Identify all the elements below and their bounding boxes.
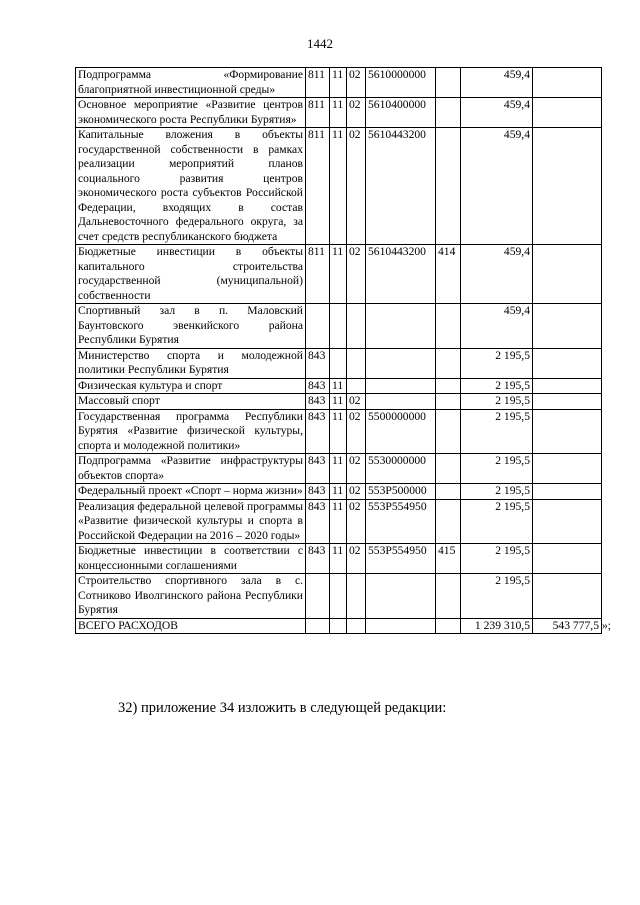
cell-target-article: 553P500000 bbox=[366, 484, 436, 500]
cell-name: Капитальные вложения в объекты государственной собственности в рамках реализации мероприятий планов социального развития центров экономического роста субъектов Российской Федерации, входящих в состав Дальневосточного федерального округа, за счет средств республиканского бюджета bbox=[76, 128, 306, 245]
total-amount-2-cell bbox=[533, 618, 612, 634]
cell-section: 11 bbox=[330, 245, 347, 304]
cell-section: 11 bbox=[330, 499, 347, 544]
cell-ministry: 811 bbox=[306, 98, 330, 128]
cell-target-article bbox=[366, 348, 436, 378]
table-row bbox=[76, 304, 602, 349]
cell-amount-1: 2 195,5 bbox=[461, 574, 533, 619]
cell-expense-type bbox=[436, 454, 461, 484]
cell-amount-1: 2 195,5 bbox=[461, 544, 533, 574]
cell-subsection: 02 bbox=[347, 128, 366, 245]
cell-amount-1: 2 195,5 bbox=[461, 378, 533, 394]
cell-expense-type bbox=[436, 484, 461, 500]
cell-amount-2 bbox=[533, 245, 602, 304]
cell-amount-2 bbox=[533, 68, 602, 98]
cell-amount-1: 459,4 bbox=[461, 128, 533, 245]
cell-section bbox=[330, 348, 347, 378]
cell-target-article: 5610000000 bbox=[366, 68, 436, 98]
cell-ministry: 843 bbox=[306, 394, 330, 410]
cell-name: Бюджетные инвестиции в соответствии с концессионными соглашениями bbox=[76, 544, 306, 574]
cell-name: Спортивный зал в п. Маловский Баунтовского эвенкийского района Республики Бурятия bbox=[76, 304, 306, 349]
table-row bbox=[76, 574, 602, 619]
table-row bbox=[76, 98, 602, 128]
cell-ministry: 843 bbox=[306, 544, 330, 574]
cell-subsection bbox=[347, 378, 366, 394]
cell-expense-type bbox=[436, 98, 461, 128]
cell-target-article: 5530000000 bbox=[366, 454, 436, 484]
cell-name: Федеральный проект «Спорт – норма жизни» bbox=[76, 484, 306, 500]
cell-expense-type bbox=[436, 574, 461, 619]
cell-section: 11 bbox=[330, 409, 347, 454]
cell-name: Министерство спорта и молодежной политики Республики Бурятия bbox=[76, 348, 306, 378]
cell-expense-type bbox=[436, 378, 461, 394]
total-empty-cell bbox=[347, 618, 366, 634]
cell-name: Массовый спорт bbox=[76, 394, 306, 410]
cell-subsection: 02 bbox=[347, 544, 366, 574]
total-empty-cell bbox=[366, 618, 436, 634]
cell-amount-2 bbox=[533, 348, 602, 378]
cell-amount-2 bbox=[533, 304, 602, 349]
cell-expense-type bbox=[436, 348, 461, 378]
closing-quote-mark: »; bbox=[602, 618, 612, 632]
cell-expense-type bbox=[436, 499, 461, 544]
cell-amount-1: 2 195,5 bbox=[461, 348, 533, 378]
cell-amount-1: 2 195,5 bbox=[461, 409, 533, 454]
cell-subsection: 02 bbox=[347, 454, 366, 484]
table-row bbox=[76, 68, 602, 98]
total-empty-cell bbox=[306, 618, 330, 634]
cell-amount-1: 459,4 bbox=[461, 245, 533, 304]
cell-target-article bbox=[366, 574, 436, 619]
cell-amount-2 bbox=[533, 128, 602, 245]
total-amount-1: 1 239 310,5 bbox=[461, 618, 533, 634]
cell-section: 11 bbox=[330, 98, 347, 128]
total-amount-2: 543 777,5 bbox=[552, 618, 599, 632]
cell-ministry: 843 bbox=[306, 499, 330, 544]
total-empty-cell bbox=[330, 618, 347, 634]
cell-amount-2 bbox=[533, 499, 602, 544]
table-body bbox=[76, 68, 612, 634]
cell-ministry: 843 bbox=[306, 484, 330, 500]
cell-section: 11 bbox=[330, 484, 347, 500]
cell-subsection bbox=[347, 574, 366, 619]
cell-subsection: 02 bbox=[347, 68, 366, 98]
cell-amount-2 bbox=[533, 394, 602, 410]
cell-target-article bbox=[366, 394, 436, 410]
cell-ministry: 843 bbox=[306, 348, 330, 378]
cell-subsection bbox=[347, 304, 366, 349]
table-row bbox=[76, 348, 602, 378]
cell-amount-1: 2 195,5 bbox=[461, 484, 533, 500]
table-row bbox=[76, 409, 602, 454]
total-row bbox=[76, 618, 602, 634]
cell-section: 11 bbox=[330, 394, 347, 410]
cell-subsection: 02 bbox=[347, 409, 366, 454]
cell-section: 11 bbox=[330, 454, 347, 484]
cell-name: Физическая культура и спорт bbox=[76, 378, 306, 394]
cell-amount-1: 459,4 bbox=[461, 68, 533, 98]
cell-expense-type bbox=[436, 304, 461, 349]
page-number: 1442 bbox=[307, 36, 333, 51]
expenditure-table bbox=[75, 67, 612, 634]
cell-name: Бюджетные инвестиции в объекты капитального строительства государственной (муниципальной) собственности bbox=[76, 245, 306, 304]
table-row bbox=[76, 394, 602, 410]
cell-name: Основное мероприятие «Развитие центров экономического роста Республики Бурятия» bbox=[76, 98, 306, 128]
total-label: ВСЕГО РАСХОДОВ bbox=[76, 618, 306, 634]
cell-target-article bbox=[366, 304, 436, 349]
cell-ministry: 811 bbox=[306, 68, 330, 98]
table-row bbox=[76, 454, 602, 484]
table-row bbox=[76, 128, 602, 245]
total-empty-cell bbox=[436, 618, 461, 634]
cell-ministry: 843 bbox=[306, 378, 330, 394]
cell-name: Подпрограмма «Формирование благоприятной инвестиционной среды» bbox=[76, 68, 306, 98]
cell-expense-type bbox=[436, 68, 461, 98]
cell-amount-1: 459,4 bbox=[461, 304, 533, 349]
cell-target-article: 553P554950 bbox=[366, 499, 436, 544]
cell-target-article: 553P554950 bbox=[366, 544, 436, 574]
table-row bbox=[76, 245, 602, 304]
cell-name: Строительство спортивного зала в с. Сотниково Иволгинского района Республики Бурятия bbox=[76, 574, 306, 619]
instruction-paragraph: 32) приложение 34 изложить в следующей редакции: bbox=[118, 700, 447, 716]
cell-expense-type bbox=[436, 394, 461, 410]
cell-section: 11 bbox=[330, 378, 347, 394]
cell-subsection: 02 bbox=[347, 394, 366, 410]
cell-amount-1: 2 195,5 bbox=[461, 454, 533, 484]
cell-ministry: 811 bbox=[306, 128, 330, 245]
cell-subsection: 02 bbox=[347, 245, 366, 304]
cell-amount-2 bbox=[533, 454, 602, 484]
cell-target-article bbox=[366, 378, 436, 394]
table-row bbox=[76, 499, 602, 544]
cell-amount-2 bbox=[533, 409, 602, 454]
cell-section: 11 bbox=[330, 128, 347, 245]
cell-subsection: 02 bbox=[347, 98, 366, 128]
cell-ministry bbox=[306, 574, 330, 619]
cell-ministry: 843 bbox=[306, 454, 330, 484]
cell-subsection: 02 bbox=[347, 499, 366, 544]
cell-name: Государственная программа Республики Бурятия «Развитие физической культуры, спорта и молодежной политики» bbox=[76, 409, 306, 454]
cell-section bbox=[330, 304, 347, 349]
cell-amount-2 bbox=[533, 98, 602, 128]
cell-ministry bbox=[306, 304, 330, 349]
cell-subsection: 02 bbox=[347, 484, 366, 500]
cell-subsection bbox=[347, 348, 366, 378]
cell-ministry: 811 bbox=[306, 245, 330, 304]
cell-amount-1: 459,4 bbox=[461, 98, 533, 128]
cell-amount-2 bbox=[533, 544, 602, 574]
cell-target-article: 5610443200 bbox=[366, 128, 436, 245]
cell-amount-1: 2 195,5 bbox=[461, 499, 533, 544]
cell-expense-type bbox=[436, 409, 461, 454]
cell-name: Реализация федеральной целевой программы «Развитие физической культуры и спорта в Российской Федерации на 2016 – 2020 годы» bbox=[76, 499, 306, 544]
cell-expense-type: 414 bbox=[436, 245, 461, 304]
cell-section bbox=[330, 574, 347, 619]
cell-amount-2 bbox=[533, 378, 602, 394]
cell-amount-2 bbox=[533, 484, 602, 500]
cell-amount-2 bbox=[533, 574, 602, 619]
cell-section: 11 bbox=[330, 544, 347, 574]
cell-target-article: 5610400000 bbox=[366, 98, 436, 128]
cell-target-article: 5610443200 bbox=[366, 245, 436, 304]
cell-section: 11 bbox=[330, 68, 347, 98]
cell-expense-type: 415 bbox=[436, 544, 461, 574]
table-row bbox=[76, 544, 602, 574]
table-row bbox=[76, 378, 602, 394]
cell-ministry: 843 bbox=[306, 409, 330, 454]
cell-name: Подпрограмма «Развитие инфраструктуры объектов спорта» bbox=[76, 454, 306, 484]
table-row bbox=[76, 484, 602, 500]
cell-expense-type bbox=[436, 128, 461, 245]
cell-amount-1: 2 195,5 bbox=[461, 394, 533, 410]
cell-target-article: 5500000000 bbox=[366, 409, 436, 454]
